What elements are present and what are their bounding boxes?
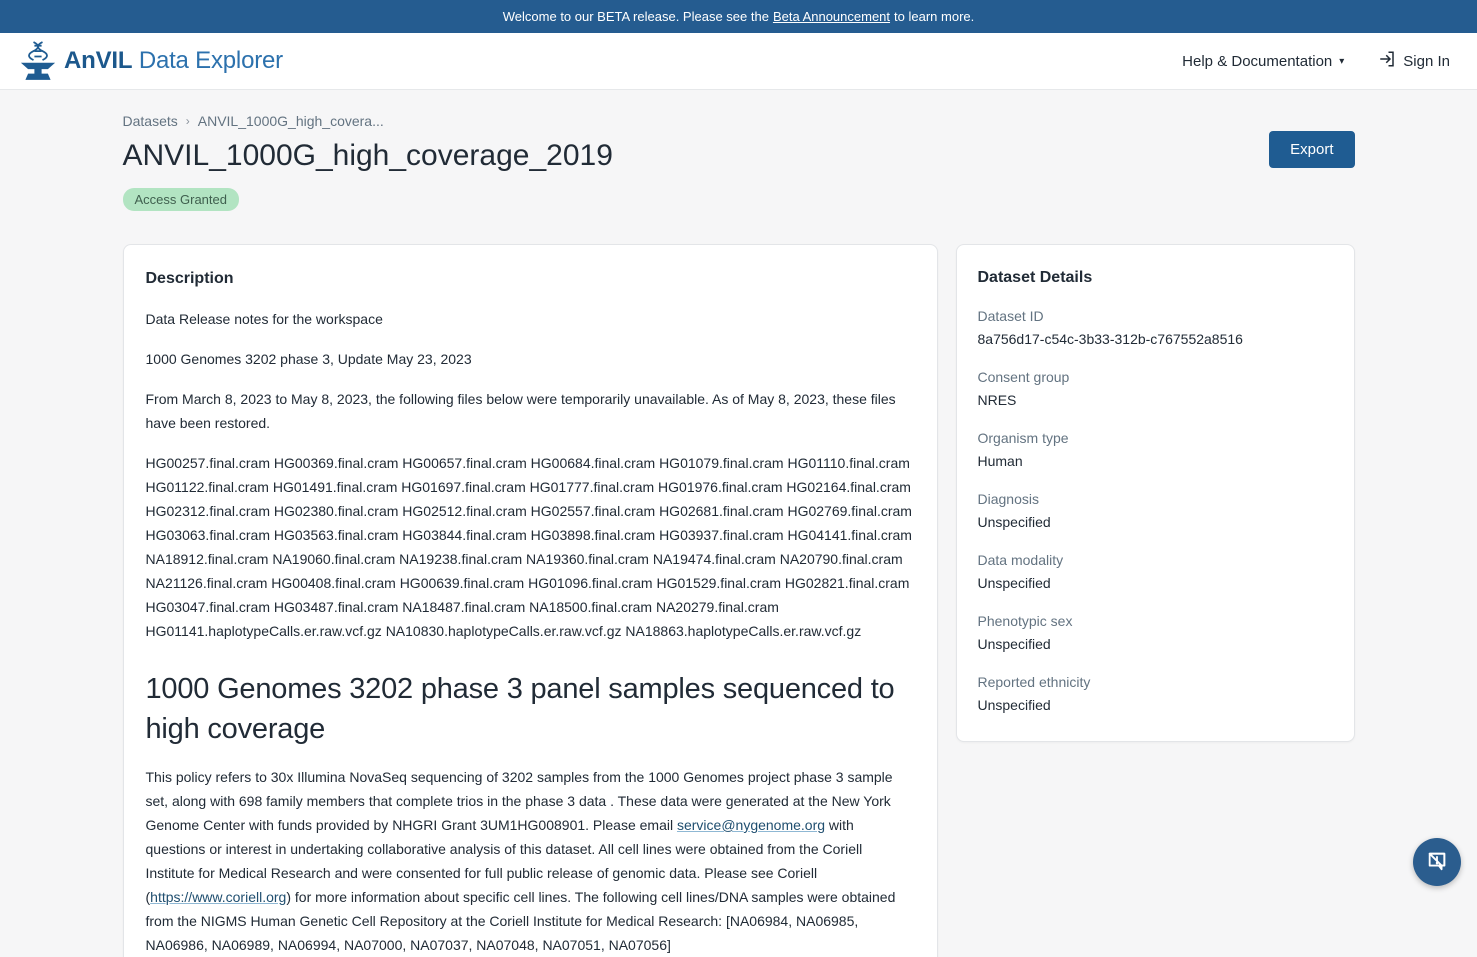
beta-banner [0, 0, 1477, 33]
page-title: ANVIL_1000G_high_coverage_2019 [122, 139, 613, 172]
detail-field-consent-group [978, 367, 1333, 412]
field-value: Unspecified [977, 514, 1051, 530]
description-card [123, 244, 938, 957]
app-header [0, 33, 1477, 90]
detail-field-data-modality [978, 550, 1333, 595]
detail-field-dataset-id [978, 306, 1333, 351]
detail-field-diagnosis [978, 489, 1333, 534]
breadcrumb-current: ANVIL_1000G_high_covera... [197, 113, 384, 129]
policy-paragraph [146, 765, 915, 957]
breadcrumb-datasets-link[interactable]: Datasets [122, 113, 178, 129]
field-value: Unspecified [977, 697, 1051, 713]
field-label: Consent group [977, 369, 1070, 385]
sign-in-label: Sign In [1403, 52, 1450, 70]
help-documentation-label: Help & Documentation [1182, 52, 1333, 70]
restored-files-list: HG00257.final.cram HG00369.final.cram HG00657.final.cram HG00684.final.cram HG01079.final.cram HG01110.final.cram HG01122.final.cram HG01491.final.cram HG01697.final.cram HG01777.final.cram HG01976.final.cram HG02164.final.cram HG02312.final.cram HG02380.final.cram HG02512.final.cram HG02557.final.cram HG02681.final.cram HG02769.final.cram HG03063.final.cram HG03563.final.cram HG03844.final.cram HG03898.final.cram HG03937.final.cram HG04141.final.cram NA18912.final.cram NA19060.final.cram NA19238.final.cram NA19360.final.cram NA19474.final.cram NA20790.final.cram NA21126.final.cram HG00408.final.cram HG00639.final.cram HG01096.final.cram HG01529.final.cram HG02821.final.cram HG03047.final.cram HG03487.final.cram NA18487.final.cram NA18500.final.cram NA20279.final.cram HG01141.haplotypeCalls.er.raw.vcf.gz NA10830.haplotypeCalls.er.raw.vcf.gz NA18863.haplotypeCalls.er.raw.vcf.gz [145, 455, 912, 639]
export-button[interactable]: Export [1269, 131, 1354, 168]
detail-field-organism-type [978, 428, 1333, 473]
detail-field-reported-ethnicity [978, 672, 1333, 717]
description-paragraph: 1000 Genomes 3202 phase 3, Update May 23, 2023 [145, 351, 472, 367]
field-value: Human [977, 453, 1023, 469]
detail-field-phenotypic-sex [978, 611, 1333, 656]
breadcrumb [123, 113, 1355, 129]
field-value: 8a756d17-c54c-3b33-312b-c767552a8516 [977, 331, 1243, 347]
brand-name: AnVIL [64, 47, 133, 74]
field-label: Dataset ID [977, 308, 1044, 324]
access-granted-badge: Access Granted [123, 188, 240, 211]
nygenome-email-link[interactable]: service@nygenome.org [676, 817, 826, 833]
policy-text: with questions or interest in undertaking collaborative analysis of this dataset. All cell lines were obtained from the Coriell Institute for Medical Research and were consented for full public release of genomic data. Please see Coriell ( [145, 817, 863, 905]
policy-text: ) for more information about specific cell lines. The following cell lines/DNA samples were obtained from the NIGMS Human Genetic Cell Repository at the Coriell Institute for Medical Research: [NA06984, NA06985, NA06986, NA06989, NA06994, NA07000, NA07037, NA07048, NA07051, NA07056] [145, 889, 896, 953]
dataset-details-heading: Dataset Details [977, 269, 1093, 286]
chevron-down-icon: ▾ [1339, 55, 1345, 67]
feedback-button[interactable] [1413, 838, 1461, 886]
beta-banner-text: Welcome to our BETA release. Please see the [502, 9, 769, 24]
beta-banner-text-after: to learn more. [894, 9, 975, 24]
field-label: Data modality [977, 552, 1064, 568]
brand-logo[interactable] [20, 40, 283, 82]
field-value: Unspecified [977, 636, 1051, 652]
feedback-bubble-icon [1426, 850, 1448, 875]
coriell-url-link[interactable]: https://www.coriell.org [150, 889, 287, 905]
description-subheading: 1000 Genomes 3202 phase 3 panel samples sequenced to high coverage [145, 673, 895, 745]
field-value: Unspecified [977, 575, 1051, 591]
help-documentation-menu[interactable] [1182, 53, 1344, 70]
field-label: Reported ethnicity [977, 674, 1091, 690]
page-content [123, 90, 1355, 957]
field-label: Organism type [977, 430, 1069, 446]
description-paragraph: Data Release notes for the workspace [145, 311, 383, 327]
policy-text: This policy refers to 30x Illumina NovaSeq sequencing of 3202 samples from the 1000 Genomes project phase 3 sample set, along with 698 family members that complete trios in the phase 3 data . These data were generated at the New York Genome Center with funds provided by NHGRI Grant 3UM1HG008901. Please email [145, 769, 893, 833]
dataset-details-card [956, 244, 1355, 742]
sign-in-button[interactable] [1378, 50, 1450, 72]
beta-announcement-link[interactable]: Beta Announcement [772, 9, 891, 24]
brand-subname: Data Explorer [138, 47, 283, 74]
sign-in-icon [1378, 50, 1396, 72]
description-paragraph: From March 8, 2023 to May 8, 2023, the following files below were temporarily unavailable. As of May 8, 2023, these files have been restored. [145, 391, 896, 431]
field-label: Diagnosis [977, 491, 1039, 507]
description-heading: Description [145, 270, 234, 287]
anvil-logo-icon [20, 40, 56, 82]
field-value: NRES [977, 392, 1017, 408]
field-label: Phenotypic sex [977, 613, 1073, 629]
header-nav [1182, 50, 1450, 72]
chevron-right-icon: › [185, 114, 190, 128]
